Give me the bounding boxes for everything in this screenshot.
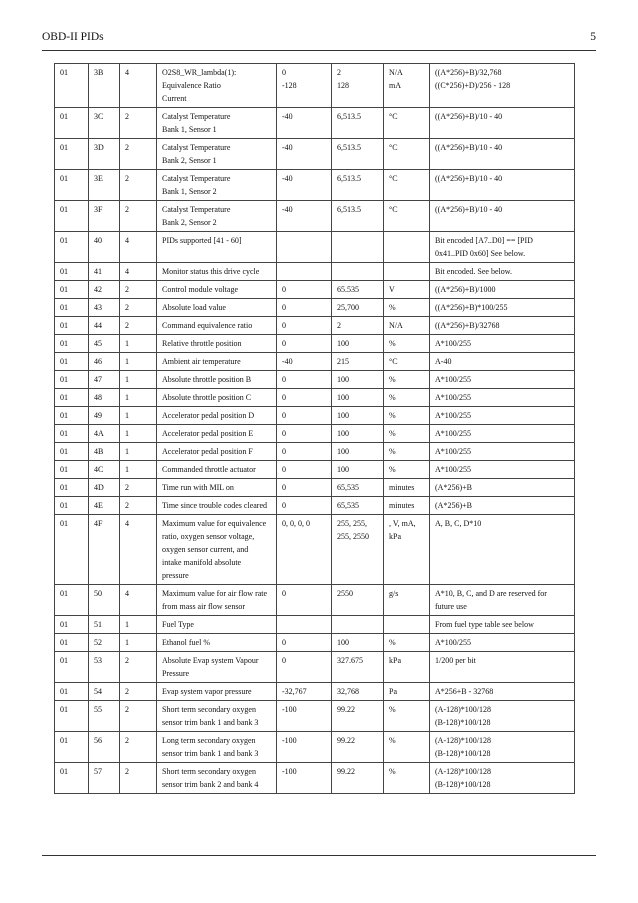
mode-cell: 01 [55,497,89,515]
table-row [55,170,575,201]
units-cell: % [384,407,430,425]
units-cell: Pa [384,683,430,701]
page-footer-rule [42,855,596,856]
pid-cell: 57 [89,763,120,794]
max-value-cell: 100 [332,371,384,389]
table-row [55,732,575,763]
max-value-cell: 99.22 [332,763,384,794]
bytes-cell: 1 [120,443,157,461]
bytes-cell: 1 [120,335,157,353]
bytes-cell: 2 [120,652,157,683]
bytes-cell: 1 [120,461,157,479]
pid-cell: 4C [89,461,120,479]
mode-cell: 01 [55,461,89,479]
pid-cell: 56 [89,732,120,763]
mode-cell: 01 [55,353,89,371]
description-cell: Time run with MIL on [157,479,277,497]
formula-cell: ((A*256)+B)/1000 [430,281,575,299]
min-value-cell: 0 [277,281,332,299]
min-value-cell: 0 [277,585,332,616]
max-value-cell: 215 [332,353,384,371]
table-row [55,616,575,634]
bytes-cell: 2 [120,683,157,701]
units-cell: % [384,389,430,407]
bytes-cell: 2 [120,701,157,732]
table-row [55,652,575,683]
description-cell: Short term secondary oxygen sensor trim bank 2 and bank 4 [157,763,277,794]
mode-cell: 01 [55,585,89,616]
bytes-cell: 2 [120,479,157,497]
mode-cell: 01 [55,389,89,407]
pid-cell: 55 [89,701,120,732]
mode-cell: 01 [55,652,89,683]
mode-cell: 01 [55,701,89,732]
units-cell: % [384,763,430,794]
units-cell: °C [384,201,430,232]
units-cell: % [384,461,430,479]
description-cell: Absolute load value [157,299,277,317]
description-cell: Relative throttle position [157,335,277,353]
pid-cell: 3F [89,201,120,232]
min-value-cell [277,232,332,263]
mode-cell: 01 [55,371,89,389]
bytes-cell: 1 [120,389,157,407]
pid-cell: 46 [89,353,120,371]
bytes-cell: 4 [120,64,157,108]
max-value-cell: 65,535 [332,479,384,497]
units-cell: g/s [384,585,430,616]
min-value-cell: -40 [277,108,332,139]
description-cell: Catalyst Temperature Bank 1, Sensor 2 [157,170,277,201]
pid-cell: 52 [89,634,120,652]
max-value-cell: 2 [332,317,384,335]
min-value-cell: 0 [277,407,332,425]
table-row [55,425,575,443]
mode-cell: 01 [55,64,89,108]
formula-cell: Bit encoded. See below. [430,263,575,281]
mode-cell: 01 [55,299,89,317]
table-row [55,201,575,232]
description-cell: Commanded throttle actuator [157,461,277,479]
mode-cell: 01 [55,263,89,281]
bytes-cell: 2 [120,732,157,763]
bytes-cell: 1 [120,353,157,371]
table-row [55,263,575,281]
max-value-cell: 255, 255, 255, 2550 [332,515,384,585]
pid-cell: 53 [89,652,120,683]
formula-cell: ((A*256)+B)*100/255 [430,299,575,317]
pid-cell: 44 [89,317,120,335]
bytes-cell: 2 [120,139,157,170]
mode-cell: 01 [55,281,89,299]
min-value-cell: 0 [277,425,332,443]
pid-cell: 54 [89,683,120,701]
formula-cell: A*256+B - 32768 [430,683,575,701]
pid-cell: 48 [89,389,120,407]
formula-cell: A*100/255 [430,425,575,443]
formula-cell: ((A*256)+B)/10 - 40 [430,201,575,232]
table-row [55,407,575,425]
units-cell: % [384,634,430,652]
max-value-cell: 6,513.5 [332,139,384,170]
mode-cell: 01 [55,479,89,497]
min-value-cell [277,263,332,281]
units-cell: N/A [384,317,430,335]
mode-cell: 01 [55,170,89,201]
description-cell: Catalyst Temperature Bank 2, Sensor 2 [157,201,277,232]
max-value-cell: 99.22 [332,732,384,763]
description-cell: Evap system vapor pressure [157,683,277,701]
table-row [55,335,575,353]
bytes-cell: 1 [120,371,157,389]
min-value-cell: -100 [277,763,332,794]
units-cell [384,232,430,263]
bytes-cell: 2 [120,108,157,139]
max-value-cell: 100 [332,389,384,407]
bytes-cell: 2 [120,201,157,232]
description-cell: PIDs supported [41 - 60] [157,232,277,263]
formula-cell: ((A*256)+B)/32,768 ((C*256)+D)/256 - 128 [430,64,575,108]
min-value-cell: 0, 0, 0, 0 [277,515,332,585]
table-row [55,108,575,139]
mode-cell: 01 [55,616,89,634]
formula-cell: A-40 [430,353,575,371]
max-value-cell: 100 [332,634,384,652]
units-cell: % [384,299,430,317]
mode-cell: 01 [55,232,89,263]
bytes-cell: 2 [120,763,157,794]
description-cell: Maximum value for equivalence ratio, oxygen sensor voltage, oxygen sensor current, and intake manifold absolute pressure [157,515,277,585]
min-value-cell: 0 [277,389,332,407]
bytes-cell: 4 [120,263,157,281]
pid-table [54,63,575,794]
min-value-cell: 0 [277,634,332,652]
pid-cell: 41 [89,263,120,281]
formula-cell: A*100/255 [430,335,575,353]
table-row [55,64,575,108]
min-value-cell: 0 [277,479,332,497]
pid-cell: 45 [89,335,120,353]
formula-cell: A*100/255 [430,461,575,479]
min-value-cell: 0 [277,652,332,683]
description-cell: Maximum value for air flow rate from mass air flow sensor [157,585,277,616]
min-value-cell: -40 [277,139,332,170]
document-title: OBD-II PIDs [42,31,104,43]
max-value-cell: 6,513.5 [332,170,384,201]
pid-cell: 4D [89,479,120,497]
formula-cell: (A-128)*100/128 (B-128)*100/128 [430,763,575,794]
mode-cell: 01 [55,443,89,461]
formula-cell: A*100/255 [430,407,575,425]
min-value-cell: 0 [277,461,332,479]
pid-cell: 49 [89,407,120,425]
min-value-cell: 0 [277,497,332,515]
pid-cell: 4E [89,497,120,515]
max-value-cell: 100 [332,407,384,425]
min-value-cell: 0 [277,299,332,317]
table-row [55,763,575,794]
pid-cell: 3B [89,64,120,108]
table-row [55,232,575,263]
mode-cell: 01 [55,763,89,794]
mode-cell: 01 [55,683,89,701]
pid-cell: 47 [89,371,120,389]
bytes-cell: 1 [120,634,157,652]
table-row [55,443,575,461]
description-cell: Ambient air temperature [157,353,277,371]
units-cell: % [384,425,430,443]
units-cell: V [384,281,430,299]
table-row [55,515,575,585]
description-cell: Catalyst Temperature Bank 1, Sensor 1 [157,108,277,139]
mode-cell: 01 [55,407,89,425]
max-value-cell: 65.535 [332,281,384,299]
formula-cell: ((A*256)+B)/32768 [430,317,575,335]
units-cell: minutes [384,497,430,515]
pid-cell: 3D [89,139,120,170]
max-value-cell: 2 128 [332,64,384,108]
units-cell: °C [384,139,430,170]
formula-cell: 1/200 per bit [430,652,575,683]
max-value-cell: 100 [332,461,384,479]
max-value-cell: 6,513.5 [332,201,384,232]
bytes-cell: 2 [120,317,157,335]
formula-cell: A*100/255 [430,634,575,652]
max-value-cell: 25,700 [332,299,384,317]
formula-cell: ((A*256)+B)/10 - 40 [430,139,575,170]
table-row [55,479,575,497]
units-cell: N/A mA [384,64,430,108]
pid-cell: 4A [89,425,120,443]
pid-table-body [55,64,575,794]
table-row [55,371,575,389]
table-row [55,585,575,616]
min-value-cell [277,616,332,634]
description-cell: Catalyst Temperature Bank 2, Sensor 1 [157,139,277,170]
max-value-cell [332,232,384,263]
formula-cell: ((A*256)+B)/10 - 40 [430,170,575,201]
units-cell [384,263,430,281]
formula-cell: From fuel type table see below [430,616,575,634]
bytes-cell: 2 [120,281,157,299]
min-value-cell: -40 [277,170,332,201]
units-cell: kPa [384,652,430,683]
mode-cell: 01 [55,108,89,139]
max-value-cell: 65,535 [332,497,384,515]
pid-cell: 3C [89,108,120,139]
pid-cell: 42 [89,281,120,299]
description-cell: O2S8_WR_lambda(1): Equivalence Ratio Current [157,64,277,108]
bytes-cell: 1 [120,407,157,425]
table-row [55,353,575,371]
formula-cell: Bit encoded [A7..D0] == [PID 0x41..PID 0x60] See below. [430,232,575,263]
bytes-cell: 4 [120,585,157,616]
max-value-cell: 100 [332,425,384,443]
formula-cell: A, B, C, D*10 [430,515,575,585]
min-value-cell: -40 [277,353,332,371]
bytes-cell: 2 [120,299,157,317]
description-cell: Absolute Evap system Vapour Pressure [157,652,277,683]
page-number: 5 [590,31,596,43]
description-cell: Accelerator pedal position F [157,443,277,461]
pid-cell: 43 [89,299,120,317]
mode-cell: 01 [55,201,89,232]
mode-cell: 01 [55,425,89,443]
table-row [55,281,575,299]
mode-cell: 01 [55,732,89,763]
description-cell: Absolute throttle position C [157,389,277,407]
min-value-cell: -40 [277,201,332,232]
min-value-cell: -32,767 [277,683,332,701]
mode-cell: 01 [55,634,89,652]
mode-cell: 01 [55,139,89,170]
bytes-cell: 2 [120,497,157,515]
description-cell: Absolute throttle position B [157,371,277,389]
table-row [55,299,575,317]
max-value-cell: 32,768 [332,683,384,701]
min-value-cell: 0 -128 [277,64,332,108]
units-cell [384,616,430,634]
units-cell: °C [384,170,430,201]
description-cell: Time since trouble codes cleared [157,497,277,515]
units-cell: % [384,443,430,461]
max-value-cell: 6,513.5 [332,108,384,139]
formula-cell: (A-128)*100/128 (B-128)*100/128 [430,701,575,732]
bytes-cell: 1 [120,425,157,443]
table-row [55,461,575,479]
max-value-cell: 2550 [332,585,384,616]
formula-cell: (A*256)+B [430,479,575,497]
description-cell: Accelerator pedal position D [157,407,277,425]
formula-cell: A*100/255 [430,443,575,461]
units-cell: °C [384,353,430,371]
table-row [55,683,575,701]
description-cell: Short term secondary oxygen sensor trim bank 1 and bank 3 [157,701,277,732]
table-row [55,139,575,170]
units-cell: % [384,371,430,389]
table-row [55,634,575,652]
min-value-cell: -100 [277,732,332,763]
mode-cell: 01 [55,317,89,335]
mode-cell: 01 [55,515,89,585]
units-cell: °C [384,108,430,139]
mode-cell: 01 [55,335,89,353]
bytes-cell: 2 [120,170,157,201]
min-value-cell: 0 [277,335,332,353]
max-value-cell: 100 [332,443,384,461]
pid-cell: 50 [89,585,120,616]
bytes-cell: 1 [120,616,157,634]
units-cell: % [384,701,430,732]
units-cell: minutes [384,479,430,497]
units-cell: , V, mA, kPa [384,515,430,585]
bytes-cell: 4 [120,232,157,263]
formula-cell: (A*256)+B [430,497,575,515]
description-cell: Command equivalence ratio [157,317,277,335]
page-header [42,28,596,51]
min-value-cell: 0 [277,443,332,461]
table-row [55,389,575,407]
formula-cell: A*10, B, C, and D are reserved for future use [430,585,575,616]
table-row [55,497,575,515]
units-cell: % [384,732,430,763]
description-cell: Ethanol fuel % [157,634,277,652]
formula-cell: A*100/255 [430,389,575,407]
formula-cell: (A-128)*100/128 (B-128)*100/128 [430,732,575,763]
units-cell: % [384,335,430,353]
max-value-cell: 99.22 [332,701,384,732]
description-cell: Fuel Type [157,616,277,634]
description-cell: Long term secondary oxygen sensor trim bank 1 and bank 3 [157,732,277,763]
max-value-cell: 100 [332,335,384,353]
table-row [55,701,575,732]
description-cell: Accelerator pedal position E [157,425,277,443]
bytes-cell: 4 [120,515,157,585]
pid-cell: 40 [89,232,120,263]
max-value-cell [332,263,384,281]
description-cell: Monitor status this drive cycle [157,263,277,281]
max-value-cell: 327.675 [332,652,384,683]
description-cell: Control module voltage [157,281,277,299]
min-value-cell: 0 [277,317,332,335]
pid-cell: 51 [89,616,120,634]
pid-cell: 3E [89,170,120,201]
pid-cell: 4B [89,443,120,461]
formula-cell: ((A*256)+B)/10 - 40 [430,108,575,139]
min-value-cell: 0 [277,371,332,389]
table-row [55,317,575,335]
formula-cell: A*100/255 [430,371,575,389]
max-value-cell [332,616,384,634]
pid-cell: 4F [89,515,120,585]
min-value-cell: -100 [277,701,332,732]
